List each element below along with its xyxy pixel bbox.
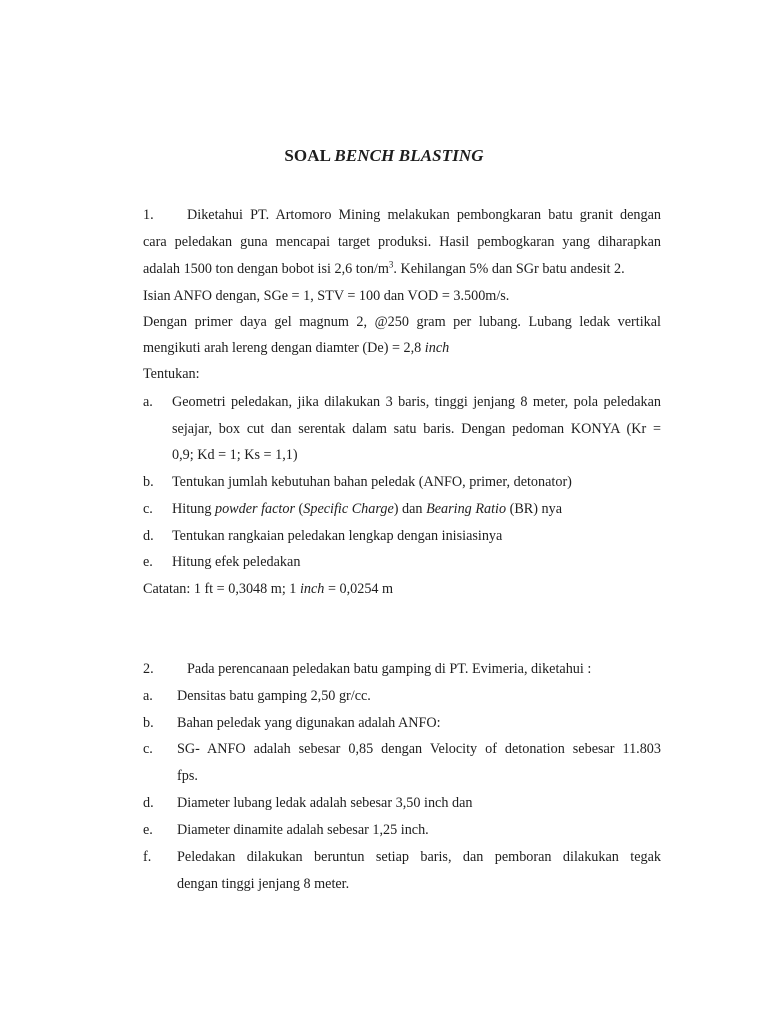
q1-number: 1. bbox=[143, 207, 154, 223]
title-prefix: SOAL bbox=[284, 146, 335, 165]
q1-line-3b: . Kehilangan 5% dan SGr batu andesit 2. bbox=[393, 261, 625, 277]
q1-line-6 bbox=[143, 339, 449, 357]
q2-item-e-marker: e. bbox=[143, 822, 153, 838]
q2-item-f-line-2: dengan tinggi jenjang 8 meter. bbox=[177, 876, 350, 892]
q1-line-5: Dengan primer daya gel magnum 2, @250 gram per lubang. Lubang ledak vertikal bbox=[143, 314, 661, 330]
q2-item-c-line-1: SG- ANFO adalah sebesar 0,85 dengan Velocity of detonation sebesar 11.803 bbox=[177, 741, 661, 757]
q1-item-e-text: Hitung efek peledakan bbox=[172, 554, 301, 570]
q1-line-3a: adalah 1500 ton dengan bobot isi 2,6 ton/m bbox=[143, 261, 389, 277]
q1-item-a-line-3: 0,9; Kd = 1; Ks = 1,1) bbox=[172, 447, 298, 463]
q1-line-3 bbox=[143, 260, 661, 278]
q1-tentukan: Tentukan: bbox=[143, 366, 200, 382]
q2-item-a-text: Densitas batu gamping 2,50 gr/cc. bbox=[177, 688, 371, 704]
q1-catatan bbox=[143, 580, 393, 598]
q2-item-f-line-1: Peledakan dilakukan beruntun setiap baris, dan pemboran dilakukan tegak bbox=[177, 849, 661, 865]
q2-item-a-marker: a. bbox=[143, 688, 153, 704]
q1-item-b-marker: b. bbox=[143, 474, 154, 490]
q1-item-c-text bbox=[172, 500, 562, 518]
q2-number: 2. bbox=[143, 661, 154, 677]
q1-item-a-marker: a. bbox=[143, 394, 153, 410]
q2-item-d-marker: d. bbox=[143, 795, 154, 811]
q2-item-e-text: Diameter dinamite adalah sebesar 1,25 inch. bbox=[177, 822, 429, 838]
q1-line-1: Diketahui PT. Artomoro Mining melakukan pembongkaran batu granit dengan bbox=[187, 207, 661, 223]
q2-item-f-marker: f. bbox=[143, 849, 152, 865]
q1-catatan-b: inch bbox=[299, 581, 325, 597]
q1-item-c-t6: Bearing Ratio bbox=[426, 501, 507, 517]
q1-item-c-marker: c. bbox=[143, 501, 153, 517]
q1-item-c-t7: (BR) nya bbox=[506, 501, 563, 517]
q1-item-c-t1: Hitung bbox=[172, 501, 215, 517]
q1-catatan-c: = 0,0254 m bbox=[324, 581, 394, 597]
q2-item-b-marker: b. bbox=[143, 715, 154, 731]
q1-line-6b: inch bbox=[424, 340, 450, 356]
q2-item-c-line-2: fps. bbox=[177, 768, 198, 784]
q2-intro: Pada perencanaan peledakan batu gamping di PT. Evimeria, diketahui : bbox=[187, 661, 592, 677]
q1-item-a-line-1: Geometri peledakan, jika dilakukan 3 baris, tinggi jenjang 8 meter, pola peledakan bbox=[172, 394, 661, 410]
q2-item-c-marker: c. bbox=[143, 741, 153, 757]
q1-line-4: Isian ANFO dengan, SGe = 1, STV = 100 dan VOD = 3.500m/s. bbox=[143, 288, 510, 304]
title-italic: BENCH BLASTING bbox=[334, 146, 484, 165]
q1-line-6a: mengikuti arah lereng dengan diamter (De) = 2,8 bbox=[143, 340, 425, 356]
page-title bbox=[0, 146, 768, 166]
q1-catatan-a: Catatan: 1 ft = 0,3048 m; 1 bbox=[143, 581, 300, 597]
q2-item-d-text: Diameter lubang ledak adalah sebesar 3,50 inch dan bbox=[177, 795, 473, 811]
q1-item-e-marker: e. bbox=[143, 554, 153, 570]
q1-item-c-t4: Specific Charge bbox=[303, 501, 394, 517]
q1-line-2: cara peledakan guna mencapai target produksi. Hasil pembogkaran yang diharapkan bbox=[143, 234, 661, 250]
q2-item-b-text: Bahan peledak yang digunakan adalah ANFO: bbox=[177, 715, 441, 731]
q1-item-c-t5: ) dan bbox=[393, 501, 427, 517]
q1-item-b-text: Tentukan jumlah kebutuhan bahan peledak (ANFO, primer, detonator) bbox=[172, 474, 572, 490]
q1-item-d-text: Tentukan rangkaian peledakan lengkap dengan inisiasinya bbox=[172, 528, 503, 544]
q1-item-d-marker: d. bbox=[143, 528, 154, 544]
q1-line-3-sup: 3 bbox=[388, 259, 394, 270]
q1-item-c-t3: ( bbox=[294, 501, 304, 517]
q1-item-c-t2: powder factor bbox=[214, 501, 295, 517]
q1-item-a-line-2: sejajar, box cut dan serentak dalam satu baris. Dengan pedoman KONYA (Kr = bbox=[172, 421, 661, 437]
